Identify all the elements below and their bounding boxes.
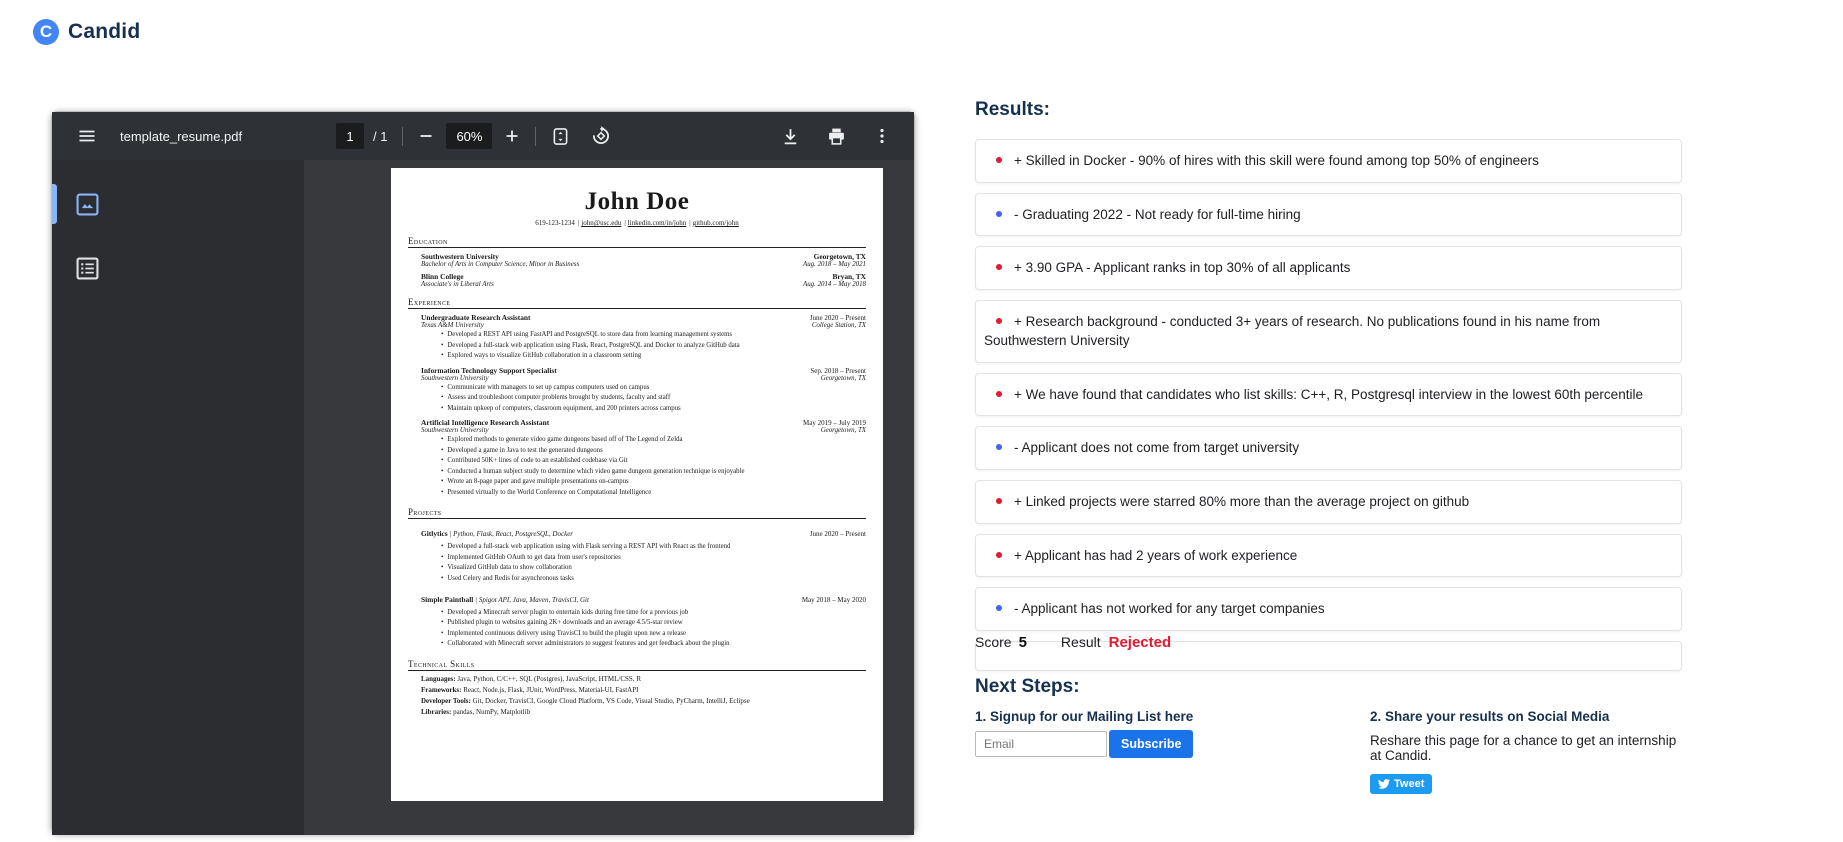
result-card [975,246,1682,290]
education-entries [421,252,866,288]
result-card [975,300,1682,363]
active-pane-indicator [52,184,57,224]
document-outline-icon[interactable] [76,257,99,283]
resume-name: John Doe [584,188,690,215]
page-total-label: / 1 [373,128,388,144]
result-bullet-dot [996,498,1002,504]
result-text: + Applicant has had 2 years of work experience [1014,547,1298,563]
project-separator: | [449,530,452,539]
project-name: Simple Paintball [421,594,474,604]
job-org: Southwestern University [421,374,489,382]
skill-row [421,674,866,685]
skill-value: pandas, NumPy, Matplotlib [451,708,531,717]
more-vert-icon[interactable] [873,127,891,145]
experience-entry [421,418,866,498]
education-entry [421,252,866,268]
resume-bullet: • Developed a Minecraft server plugin to entertain kids during free time for a previous job [441,608,866,619]
resume-contact-item[interactable]: | linkedin.com/in/john [621,219,686,227]
result-value: Rejected [1108,634,1172,651]
menu-icon[interactable] [78,127,96,145]
result-bullet-dot [996,552,1002,558]
job-bullets [441,435,866,498]
result-text: + Skilled in Docker - 90% of hires with this skill were found among top 50% of engineers [1014,153,1539,168]
subscribe-button[interactable]: Subscribe [1109,730,1193,758]
share-text: Reshare this page for a chance to get an internship at Candid. [1370,733,1677,763]
job-dates: May 2019 – July 2019 [803,419,866,428]
job-org: Southwestern University [421,427,489,435]
job-dates: Sep. 2018 – Present [810,366,866,375]
result-text: + We have found that candidates who list skills: C++, R, Postgresql interview in the lowest 60th percentile [1014,386,1643,402]
resume-contact-item[interactable]: 619-123-1234 [535,219,575,227]
results-panel [975,99,1682,795]
project-tech: Python, Flask, React, PostgreSQL, Docker [453,530,574,539]
signup-column [975,709,1370,795]
school-location: Bryan, TX [832,272,866,281]
fit-page-icon[interactable] [551,127,570,146]
email-input[interactable] [975,731,1107,757]
project-dates: June 2020 – Present [809,530,866,539]
job-dates: June 2020 – Present [809,314,866,322]
resume-bullet: • Maintain upkeep of computers, classroom equipment, and 200 printers across campus [441,404,866,415]
degree: Bachelor of Arts in Computer Science, Minor in Business [421,261,580,268]
resume-bullet: • Developed a game in Java to test the generated dungeons [441,446,866,457]
resume-bullet: • Implemented GitHub OAuth to get data from user's repositories [441,553,866,564]
resume-bullet: • Assess and troubleshoot computer problems brought by students, faculty and staff [441,393,866,404]
pdf-content-area[interactable] [304,160,914,835]
job-org: Texas A&M University [421,322,484,329]
candid-logo[interactable] [33,19,140,45]
pdf-toolbar [52,112,914,160]
print-icon[interactable] [827,127,846,146]
download-icon[interactable] [781,127,800,146]
skill-value: Git, Docker, TravisCI, Google Cloud Platform, VS Code, Visual Studio, PyCharm, IntelliJ, Eclipse [470,697,750,705]
section-heading-experience: Experience [408,297,866,309]
job-bullets [441,383,866,415]
result-bullet-dot [996,605,1002,611]
skill-label: Languages: [421,674,456,683]
resume-bullet: • Developed a REST API using FastAPI and PostgreSQL to store data from learning management systems [441,330,866,341]
result-card [975,373,1682,417]
result-text: - Applicant does not come from target university [1014,440,1300,456]
result-card [975,193,1682,237]
toolbar-divider [535,127,536,146]
education-entry [421,272,866,288]
result-text: - Graduating 2022 - Not ready for full-time hiring [1014,206,1301,222]
result-card [975,480,1682,524]
twitter-bird-icon [1378,778,1390,790]
zoom-out-icon[interactable] [418,128,434,144]
school-name: Blinn College [421,272,464,281]
resume-bullet: • Explored methods to generate video game dungeons based off of The Legend of Zelda [441,435,866,446]
project-name: Gitlytics [421,529,448,539]
project-separator: | [475,595,477,604]
candid-logo-icon: C [33,19,59,45]
skill-row [421,707,866,718]
job-title: Artificial Intelligence Research Assistant [421,418,550,428]
experience-entry [421,366,866,415]
job-title: Undergraduate Research Assistant [421,313,531,322]
resume-bullet: • Contributed 50K+ lines of code to an established codebase via Git [441,456,866,467]
results-heading: Results: [975,99,1050,120]
result-text: - Applicant has not worked for any target companies [1014,601,1325,617]
edu-dates: Aug. 2018 – May 2021 [803,261,866,268]
zoom-in-icon[interactable] [504,128,520,144]
score-row [975,634,1682,651]
resume-contact [408,219,866,227]
resume-bullet: • Developed a full-stack web application using Flask, React, PostgreSQL and Docker to analyze GitHub data [441,341,866,352]
resume-bullet: • Implemented continuous delivery using TravisCI to build the plugin upon new a release [441,629,866,640]
skill-value: Java, Python, C/C++, SQL (Postgres), JavaScript, HTML/CSS, R [455,674,641,683]
score-value: 5 [1018,634,1027,651]
page-number-input[interactable]: 1 [336,123,364,149]
results-list-viewport[interactable] [975,139,1682,617]
project-entry [421,589,866,650]
score-label: Score [975,634,1012,650]
job-location: College Station, TX [811,322,866,329]
pdf-viewer [51,111,915,834]
resume-bullet: • Wrote an 8-page paper and gave multiple presentations on-campus [441,477,866,488]
resume-bullet: • Published plugin to websites gaining 2K+ downloads and an average 4.5/5-star review [441,618,866,629]
result-bullet-dot [996,157,1002,163]
next-steps-heading: Next Steps: [975,676,1080,697]
section-heading-projects: Projects [408,507,866,519]
result-text: + Linked projects were starred 80% more than the average project on github [1014,493,1470,509]
section-heading-education: Education [408,236,866,248]
school-location: Georgetown, TX [813,252,866,261]
pdf-filename: template_resume.pdf [120,128,243,144]
result-text: + Research background - conducted 3+ years of research. No publications found in his name from Southwestern University [984,313,1601,349]
project-dates: May 2018 – May 2020 [801,595,866,604]
share-title: 2. Share your results on Social Media [1370,709,1610,724]
job-bullets [441,330,866,362]
section-heading-skills: Technical Skills [408,659,866,671]
project-entry [421,523,866,584]
signup-title: 1. Signup for our Mailing List here [975,709,1194,724]
result-card [975,534,1682,578]
result-text: + 3.90 GPA - Applicant ranks in top 30% of all applicants [1014,260,1351,276]
toolbar-divider [402,127,403,146]
skill-label: Developer Tools: [421,697,471,705]
resume-page [391,168,883,801]
resume-bullet: • Conducted a human subject study to determine which video game dungeon generation technique is enjoyable [441,467,866,478]
tweet-button-label: Tweet [1394,778,1425,790]
job-title: Information Technology Support Specialist [421,365,557,375]
resume-bullet: • Used Celery and Redis for asynchronous tasks [441,574,866,585]
resume-bullet: • Explored ways to visualize GitHub collaboration in a classroom setting [441,351,866,362]
job-location: Georgetown, TX [820,374,866,382]
zoom-level-input[interactable]: 60% [446,123,492,149]
result-bullet-dot [996,444,1002,450]
result-bullet-dot [996,391,1002,397]
rotate-icon[interactable] [591,126,611,146]
tweet-button[interactable] [1370,774,1432,794]
result-card [975,587,1682,631]
edu-dates: Aug. 2014 – May 2018 [803,281,866,288]
result-bullet-dot [996,264,1002,270]
skill-label: Libraries: [421,708,452,717]
resume-bullet: • Visualized GitHub data to show collaboration [441,563,866,574]
result-bullet-dot [996,211,1002,217]
results-list [975,139,1682,631]
project-entries [421,523,866,649]
resume-bullet: • Developed a full-stack web application using with Flask serving a REST API with React as the frontend [441,542,866,553]
project-bullets [441,608,866,650]
skill-label: Frameworks: [421,685,462,694]
skill-value: React, Node.js, Flask, JUnit, WordPress, Material-UI, FastAPI [461,685,639,694]
school-name: Southwestern University [421,252,499,261]
job-location: Georgetown, TX [820,427,866,435]
degree: Associate's in Liberal Arts [421,281,494,288]
resume-bullet: • Presented virtually to the World Conference on Computational Intelligence [441,488,866,499]
experience-entry [421,313,866,362]
share-column [1370,709,1682,795]
pdf-sidebar [52,160,304,835]
result-card [975,139,1682,183]
candid-logo-text: Candid [68,20,141,43]
skill-row [421,696,866,707]
result-bullet-dot [996,318,1002,324]
resume-bullet: • Communicate with managers to set up campus computers used on campus [441,383,866,394]
project-bullets [441,542,866,584]
experience-entries [421,313,866,498]
result-label: Result [1060,634,1101,650]
skills-rows [421,674,866,719]
resume-contact-item[interactable]: | github.com/john [686,219,739,227]
skill-row [421,685,866,696]
thumbnails-pane-icon[interactable] [76,193,99,219]
result-card [975,426,1682,470]
project-tech: Spigot API, Java, Maven, TravisCI, Git [478,595,589,604]
resume-contact-item[interactable]: | john@usc.edu [575,219,622,227]
resume-bullet: • Collaborated with Minecraft server administrators to suggest features and get feedback about the plugin [441,639,866,650]
